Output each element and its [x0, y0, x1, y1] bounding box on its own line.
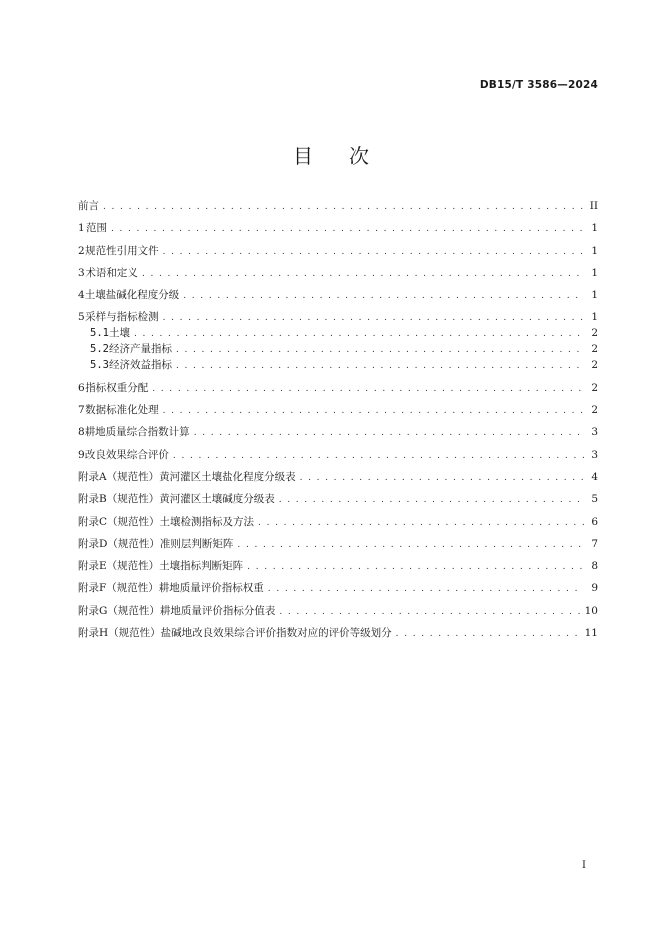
toc-annex-entry[interactable] — [78, 516, 598, 538]
toc-annex-label: 耕地质量评价指标权重 — [158, 582, 264, 595]
toc-entry-label: 规范性引用文件 — [85, 244, 159, 257]
toc-subentry-label: 经济产量指标 — [108, 343, 172, 356]
toc-annex-number: 附录C（规范性） — [78, 515, 160, 528]
toc-entry[interactable] — [78, 382, 598, 404]
toc-annex-number: 附录A（规范性） — [78, 470, 160, 483]
toc-annex-page: 9 — [591, 582, 598, 595]
toc-subentry-number: 5.1 — [90, 327, 109, 340]
toc-entry-number: 9 — [78, 448, 85, 461]
toc-annex-entry[interactable] — [78, 627, 598, 649]
toc-annex-number: 附录B（规范性） — [78, 493, 160, 506]
dot-leader — [134, 328, 584, 340]
toc-annex-entry[interactable] — [78, 493, 598, 515]
toc-subentry[interactable] — [78, 359, 598, 381]
toc-annex-entry[interactable] — [78, 538, 598, 560]
toc-entry-number: 1 — [78, 222, 85, 235]
dot-leader — [176, 344, 584, 356]
toc-subentry-label: 土壤 — [108, 327, 130, 340]
dot-leader — [183, 290, 584, 302]
dot-leader — [247, 561, 584, 573]
toc-annex-page: 10 — [584, 604, 598, 617]
toc-entry-page: 3 — [591, 448, 598, 461]
dot-leader — [163, 405, 584, 417]
toc-annex-page: 7 — [591, 537, 598, 550]
dot-leader — [194, 427, 584, 439]
toc-subentry-page: 2 — [591, 327, 598, 340]
toc-annex-page: 8 — [591, 560, 598, 573]
toc-subentry-label: 经济效益指标 — [108, 359, 172, 372]
dot-leader — [111, 223, 584, 235]
toc-annex-entry[interactable] — [78, 605, 598, 627]
dot-leader — [300, 472, 584, 484]
document-code: DB15/T 3586—2024 — [479, 79, 598, 91]
toc-entry-label: 耕地质量综合指数计算 — [84, 426, 190, 439]
toc-entry-label: 采样与指标检测 — [85, 311, 159, 324]
toc-annex-page: 6 — [591, 515, 598, 528]
toc-annex-number: 附录F（规范性） — [78, 582, 159, 595]
table-of-contents — [78, 200, 598, 649]
dot-leader — [142, 268, 584, 280]
toc-annex-label: 盐碱地改良效果综合评价指数对应的评价等级划分 — [160, 627, 392, 640]
toc-entry-page: 2 — [591, 404, 598, 417]
toc-annex-entry[interactable] — [78, 471, 598, 493]
toc-annex-label: 耕地质量评价指标分值表 — [159, 604, 276, 617]
dot-leader — [163, 246, 584, 258]
toc-subentry-number: 5.3 — [90, 359, 109, 372]
toc-entry-number: 5 — [78, 311, 85, 324]
toc-subentry[interactable] — [78, 343, 598, 359]
toc-entry[interactable] — [78, 449, 598, 471]
toc-entry-number: 7 — [78, 404, 85, 417]
dot-leader — [103, 201, 584, 213]
toc-entry-label: 改良效果综合评价 — [84, 448, 169, 461]
toc-entry[interactable] — [78, 245, 598, 267]
toc-entry-page: 2 — [591, 381, 598, 394]
dot-leader — [176, 360, 584, 372]
toc-entry[interactable] — [78, 222, 598, 244]
toc-annex-label: 土壤指标判断矩阵 — [159, 560, 244, 573]
dot-leader — [237, 539, 584, 551]
toc-entry-page: II — [589, 200, 598, 212]
toc-annex-label: 土壤检测指标及方法 — [159, 515, 255, 528]
toc-annex-number: 附录H（规范性） — [78, 627, 161, 640]
toc-annex-entry[interactable] — [78, 582, 598, 604]
toc-entry-number: 6 — [78, 381, 85, 394]
dot-leader — [268, 583, 584, 595]
page-title — [0, 140, 662, 169]
toc-entry-label: 前言 — [78, 200, 99, 212]
toc-entry-preface[interactable] — [78, 200, 598, 222]
toc-entry-page: 1 — [591, 311, 598, 324]
dot-leader — [279, 606, 580, 618]
toc-annex-label: 黄河灌区土壤碱度分级表 — [159, 493, 275, 506]
toc-subentry-page: 2 — [591, 343, 598, 356]
dot-leader — [152, 383, 584, 395]
toc-entry[interactable] — [78, 311, 598, 327]
toc-entry-page: 3 — [591, 426, 598, 439]
toc-annex-number: 附录E（规范性） — [78, 560, 160, 573]
toc-annex-page: 11 — [584, 627, 598, 640]
dot-leader — [173, 450, 584, 462]
toc-annex-page: 4 — [591, 470, 598, 483]
toc-subentry-number: 5.2 — [90, 343, 109, 356]
toc-annex-label: 准则层判断矩阵 — [159, 537, 234, 550]
dot-leader — [258, 517, 584, 529]
toc-entry-number: 4 — [78, 289, 85, 302]
toc-entry-label: 土壤盐碱化程度分级 — [84, 289, 180, 302]
toc-annex-number: 附录D（规范性） — [78, 537, 160, 550]
dot-leader — [396, 628, 581, 640]
dot-leader — [279, 494, 584, 506]
title-char: 次 — [349, 144, 369, 168]
toc-entry-page: 1 — [591, 244, 598, 257]
toc-entry[interactable] — [78, 404, 598, 426]
toc-subentry[interactable] — [78, 327, 598, 343]
toc-entry-page: 1 — [591, 266, 598, 279]
toc-entry[interactable] — [78, 289, 598, 311]
toc-annex-label: 黄河灌区土壤盐化程度分级表 — [159, 470, 296, 483]
toc-annex-page: 5 — [591, 493, 598, 506]
toc-annex-number: 附录G（规范性） — [78, 604, 160, 617]
toc-entry-number: 2 — [78, 244, 85, 257]
title-char: 目 — [293, 144, 313, 168]
page-number: I — [582, 860, 586, 871]
toc-entry-number: 3 — [78, 266, 85, 279]
toc-entry-page: 1 — [591, 289, 598, 302]
toc-entry-number: 8 — [78, 426, 85, 439]
toc-entry-page: 1 — [591, 222, 598, 235]
toc-entry[interactable] — [78, 426, 598, 448]
toc-entry-label: 范围 — [85, 222, 107, 235]
dot-leader — [163, 312, 584, 324]
toc-entry[interactable] — [78, 267, 598, 289]
toc-annex-entry[interactable] — [78, 560, 598, 582]
toc-entry-label: 术语和定义 — [85, 266, 138, 279]
toc-entry-label: 指标权重分配 — [85, 381, 149, 394]
toc-entry-label: 数据标准化处理 — [85, 404, 159, 417]
toc-subentry-page: 2 — [591, 359, 598, 372]
